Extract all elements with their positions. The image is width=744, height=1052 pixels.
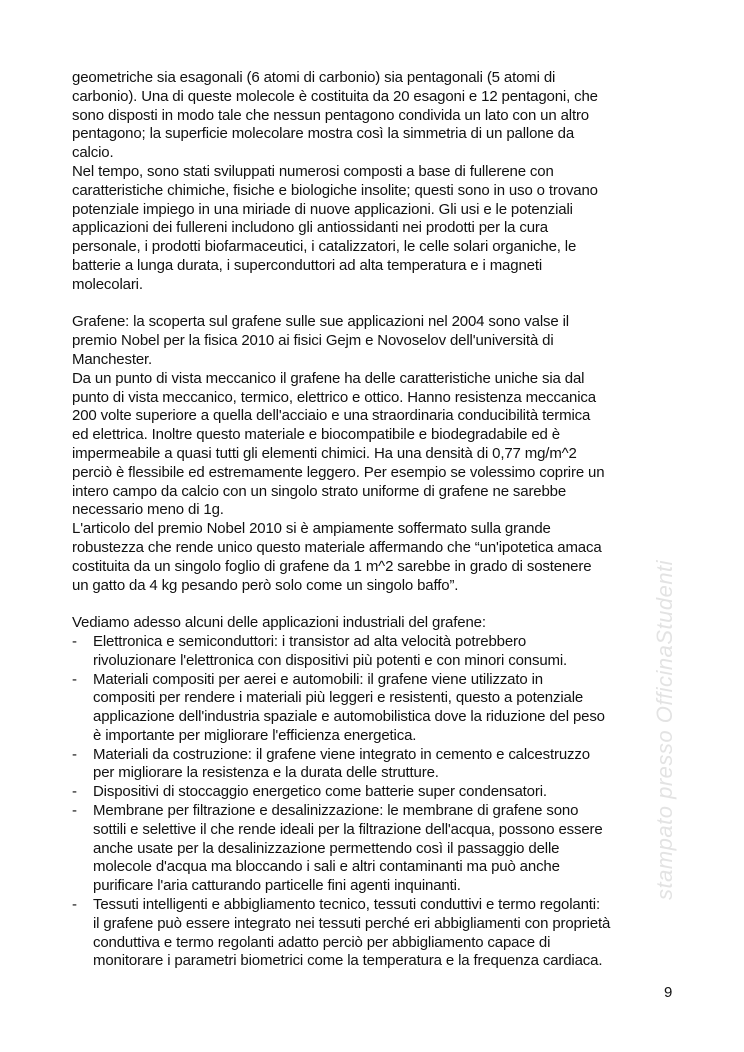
- list-item-line: è importante per migliorare l'efficienza energetica.: [93, 726, 417, 744]
- list-item-line: Tessuti intelligenti e abbigliamento tecnico, tessuti conduttivi e termo regolanti:: [93, 896, 600, 914]
- list-item-line: molecole d'acqua ma bloccando i sali e altri contaminanti ma può anche: [93, 858, 560, 876]
- bullet-dash: -: [72, 783, 77, 801]
- list-item-line: Elettronica e semiconduttori: i transistor ad alta velocità potrebbero: [93, 632, 527, 650]
- list-item: [72, 671, 692, 746]
- applications-list: [72, 633, 692, 971]
- text-line: 200 volte superiore a quella dell'acciaio e una straordinaria conducibilità termica: [72, 407, 591, 425]
- text-line: calcio.: [72, 144, 114, 162]
- blank-line: [72, 295, 692, 314]
- paragraph-grafene-quote: [72, 520, 692, 595]
- bullet-dash: -: [72, 745, 77, 763]
- text-line: impermeabile a quasi tutti gli elementi chimici. Ha una densità di 0,77 mg/m^2: [72, 444, 577, 462]
- list-item-line: purificare l'aria catturando particelle fini agenti inquinanti.: [93, 877, 461, 895]
- list-item-line: il grafene può essere integrato nei tessuti perché eri abbigliamenti con proprietà: [93, 914, 611, 932]
- text-line: caratteristiche chimiche, fisiche e biologiche insolite; questi sono in uso o trovano: [72, 181, 598, 199]
- list-item-line: Dispositivi di stoccaggio energetico come batterie super condensatori.: [93, 783, 547, 801]
- list-item-line: anche usate per la desalinizzazione permettendo così il passaggio delle: [93, 839, 560, 857]
- list-item-line: conduttiva e termo regolanti adatto perciò per abbigliamento capace di: [93, 933, 551, 951]
- list-item-line: monitorare i parametri biometrici come la temperatura e la frequenza cardiaca.: [93, 952, 603, 970]
- text-line: punto di vista meccanico, termico, elettrico e ottico. Hanno resistenza meccanica: [72, 388, 596, 406]
- text-line: geometriche sia esagonali (6 atomi di carbonio) sia pentagonali (5 atomi di: [72, 69, 556, 86]
- paragraph-fullerene-applications: [72, 163, 692, 295]
- text-line: pentagono; la superficie molecolare mostra così la simmetria di un pallone da: [72, 125, 575, 143]
- text-line: carbonio). Una di queste molecole è costituita da 20 esagoni e 12 pentagoni, che: [72, 87, 598, 105]
- text-line: Da un punto di vista meccanico il grafene ha delle caratteristiche uniche sia dal: [72, 369, 585, 387]
- list-item: [72, 746, 692, 784]
- text-line: applicazioni dei fullereni includono gli antiossidanti nei prodotti per la cura: [72, 219, 548, 237]
- list-item: [72, 896, 692, 971]
- watermark: stampato presso OfficinaStudenti: [652, 559, 677, 900]
- list-item-line: Membrane per filtrazione e desalinizzazione: le membrane di grafene sono: [93, 802, 579, 820]
- list-item: [72, 633, 692, 671]
- list-item-line: applicazione dell'industria spaziale e automobilistica dove la riduzione del peso: [93, 708, 605, 726]
- text-line: Grafene: la scoperta sul grafene sulle sue applicazioni nel 2004 sono valse il: [72, 313, 569, 331]
- document-body: [72, 69, 692, 971]
- blank-line: [72, 595, 692, 614]
- paragraph-grafene-properties: [72, 370, 692, 520]
- bullet-dash: -: [72, 802, 77, 820]
- text-line: Nel tempo, sono stati sviluppati numerosi composti a base di fullerene con: [72, 162, 554, 180]
- text-line: necessario meno di 1g.: [72, 501, 224, 519]
- text-line: intero campo da calcio con un singolo strato uniforme di grafene ne sarebbe: [72, 482, 567, 500]
- list-item-line: rivoluzionare l'elettronica con dispositivi più potenti e con minori consumi.: [93, 651, 568, 669]
- list-item: [72, 802, 692, 896]
- text-line: robustezza che rende unico questo materiale affermando che “un'ipotetica amaca: [72, 538, 602, 556]
- list-item-line: sottili e selettive il che rende ideali per la filtrazione dell'acqua, possono essere: [93, 820, 603, 838]
- text-line: potenziale impiego in una miriade di nuove applicazioni. Gli usi e le potenziali: [72, 200, 573, 218]
- text-line: sono disposti in modo tale che nessun pentagono condivida un lato con un altro: [72, 106, 589, 124]
- text-line: Manchester.: [72, 350, 153, 368]
- text-line: personale, i prodotti biofarmaceutici, i catalizzatori, le celle solari organiche, le: [72, 238, 577, 256]
- text-line: costituita da un singolo foglio di grafene da 1 m^2 sarebbe in grado di sostenere: [72, 557, 592, 575]
- list-item: [72, 783, 692, 802]
- bullet-dash: -: [72, 896, 77, 914]
- list-item-line: Materiali compositi per aerei e automobili: il grafene viene utilizzato in: [93, 670, 543, 688]
- paragraph-grafene-nobel: [72, 313, 692, 369]
- list-item-line: per migliorare la resistenza e la durata delle strutture.: [93, 764, 439, 782]
- bullet-dash: -: [72, 632, 77, 650]
- paragraph-fullerene-structure: [72, 69, 692, 163]
- text-line: molecolari.: [72, 275, 143, 293]
- list-item-line: compositi per rendere i materiali più leggeri e resistenti, questo a potenziale: [93, 689, 584, 707]
- bullet-dash: -: [72, 670, 77, 688]
- text-line: premio Nobel per la fisica 2010 ai fisici Gejm e Novoselov dell'università di: [72, 332, 554, 350]
- text-line: perciò è flessibile ed estremamente leggero. Per esempio se volessimo coprire un: [72, 463, 605, 481]
- text-line: un gatto da 4 kg pesando però solo come un singolo baffo”.: [72, 576, 459, 594]
- applications-intro: Vediamo adesso alcuni delle applicazioni industriali del grafene:: [72, 614, 486, 632]
- list-item-line: Materiali da costruzione: il grafene viene integrato in cemento e calcestruzzo: [93, 745, 590, 763]
- page-number: 9: [664, 984, 673, 1001]
- text-line: batterie a lunga durata, i superconduttori ad alta temperatura e i magneti: [72, 256, 543, 274]
- text-line: L'articolo del premio Nobel 2010 si è ampiamente soffermato sulla grande: [72, 520, 551, 538]
- text-line: ed elettrica. Inoltre questo materiale e biocompatibile e biodegradabile ed è: [72, 426, 560, 444]
